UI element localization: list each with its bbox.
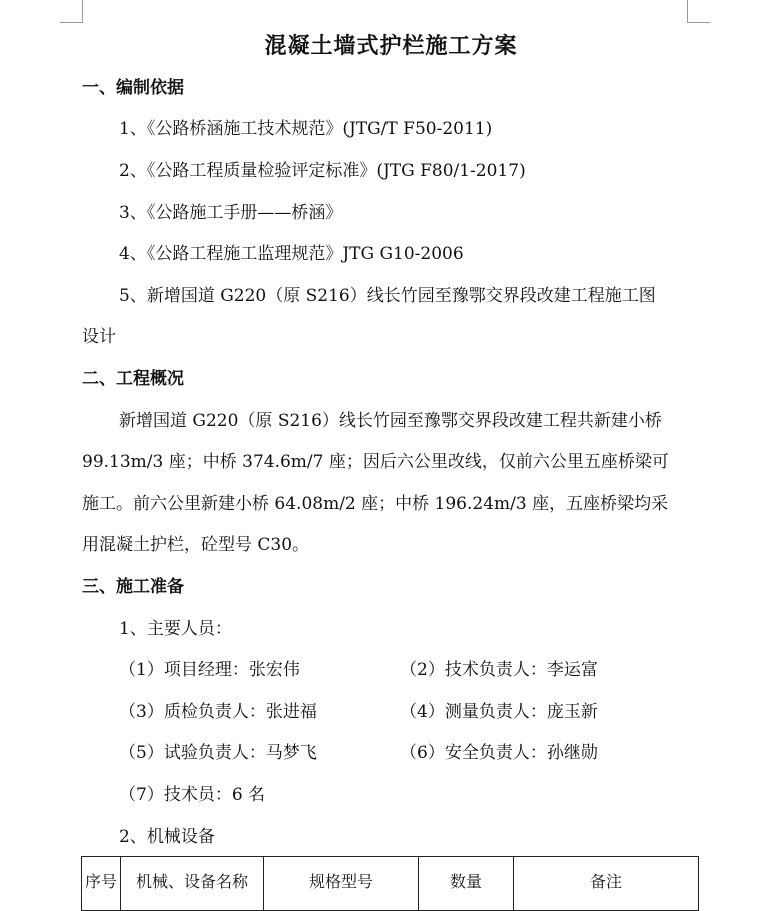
personnel-entry: （1）项目经理：张宏伟 [119, 660, 300, 680]
section-heading-overview: 二、工程概况 [82, 369, 184, 389]
basis-item: 1、《公路桥涵施工技术规范》(JTG/T F50-2011) [119, 119, 493, 139]
subheading-personnel: 1、主要人员： [119, 619, 232, 639]
section-heading-preparation: 三、施工准备 [82, 577, 184, 597]
overview-paragraph-line: 99.13m/3 座；中桥 374.6m/7 座；因后六公里改线，仅前六公里五座桥梁可 [82, 452, 669, 472]
overview-paragraph-line: 用混凝土护栏，砼型号 C30。 [82, 535, 310, 555]
personnel-entry: （2）技术负责人：李运富 [400, 660, 598, 680]
table-header-cell: 数量 [419, 857, 514, 911]
section-heading-basis: 一、编制依据 [82, 78, 184, 98]
subheading-equipment: 2、机械设备 [119, 827, 215, 847]
basis-item-continuation: 设计 [82, 327, 116, 347]
basis-item: 2、《公路工程质量检验评定标准》(JTG F80/1-2017) [119, 161, 526, 181]
page-corner-mark-right [687, 0, 710, 23]
personnel-entry: （5）试验负责人：马梦飞 [119, 743, 317, 763]
basis-item: 3、《公路施工手册——桥涵》 [119, 203, 343, 223]
table-header-cell: 序号 [82, 857, 121, 911]
document-title: 混凝土墙式护栏施工方案 [264, 33, 518, 59]
basis-item: 4、《公路工程施工监理规范》JTG G10-2006 [119, 244, 464, 264]
overview-paragraph-line: 施工。前六公里新建小桥 64.08m/2 座；中桥 196.24m/3 座，五座桥梁均采 [82, 494, 669, 514]
personnel-entry: （6）安全负责人：孙继勋 [400, 743, 598, 763]
table-header-cell: 规格型号 [264, 857, 419, 911]
page-corner-mark-left [60, 0, 83, 23]
personnel-entry: （4）测量负责人：庞玉新 [400, 702, 598, 722]
table-header-cell: 备注 [514, 857, 699, 911]
personnel-entry: （3）质检负责人：张进福 [119, 702, 317, 722]
overview-paragraph-line: 新增国道 G220（原 S216）线长竹园至豫鄂交界段改建工程共新建小桥 [119, 411, 662, 431]
basis-item: 5、新增国道 G220（原 S216）线长竹园至豫鄂交界段改建工程施工图 [119, 286, 656, 306]
personnel-entry: （7）技术员：6 名 [119, 785, 266, 805]
table-header-cell: 机械、设备名称 [121, 857, 264, 911]
